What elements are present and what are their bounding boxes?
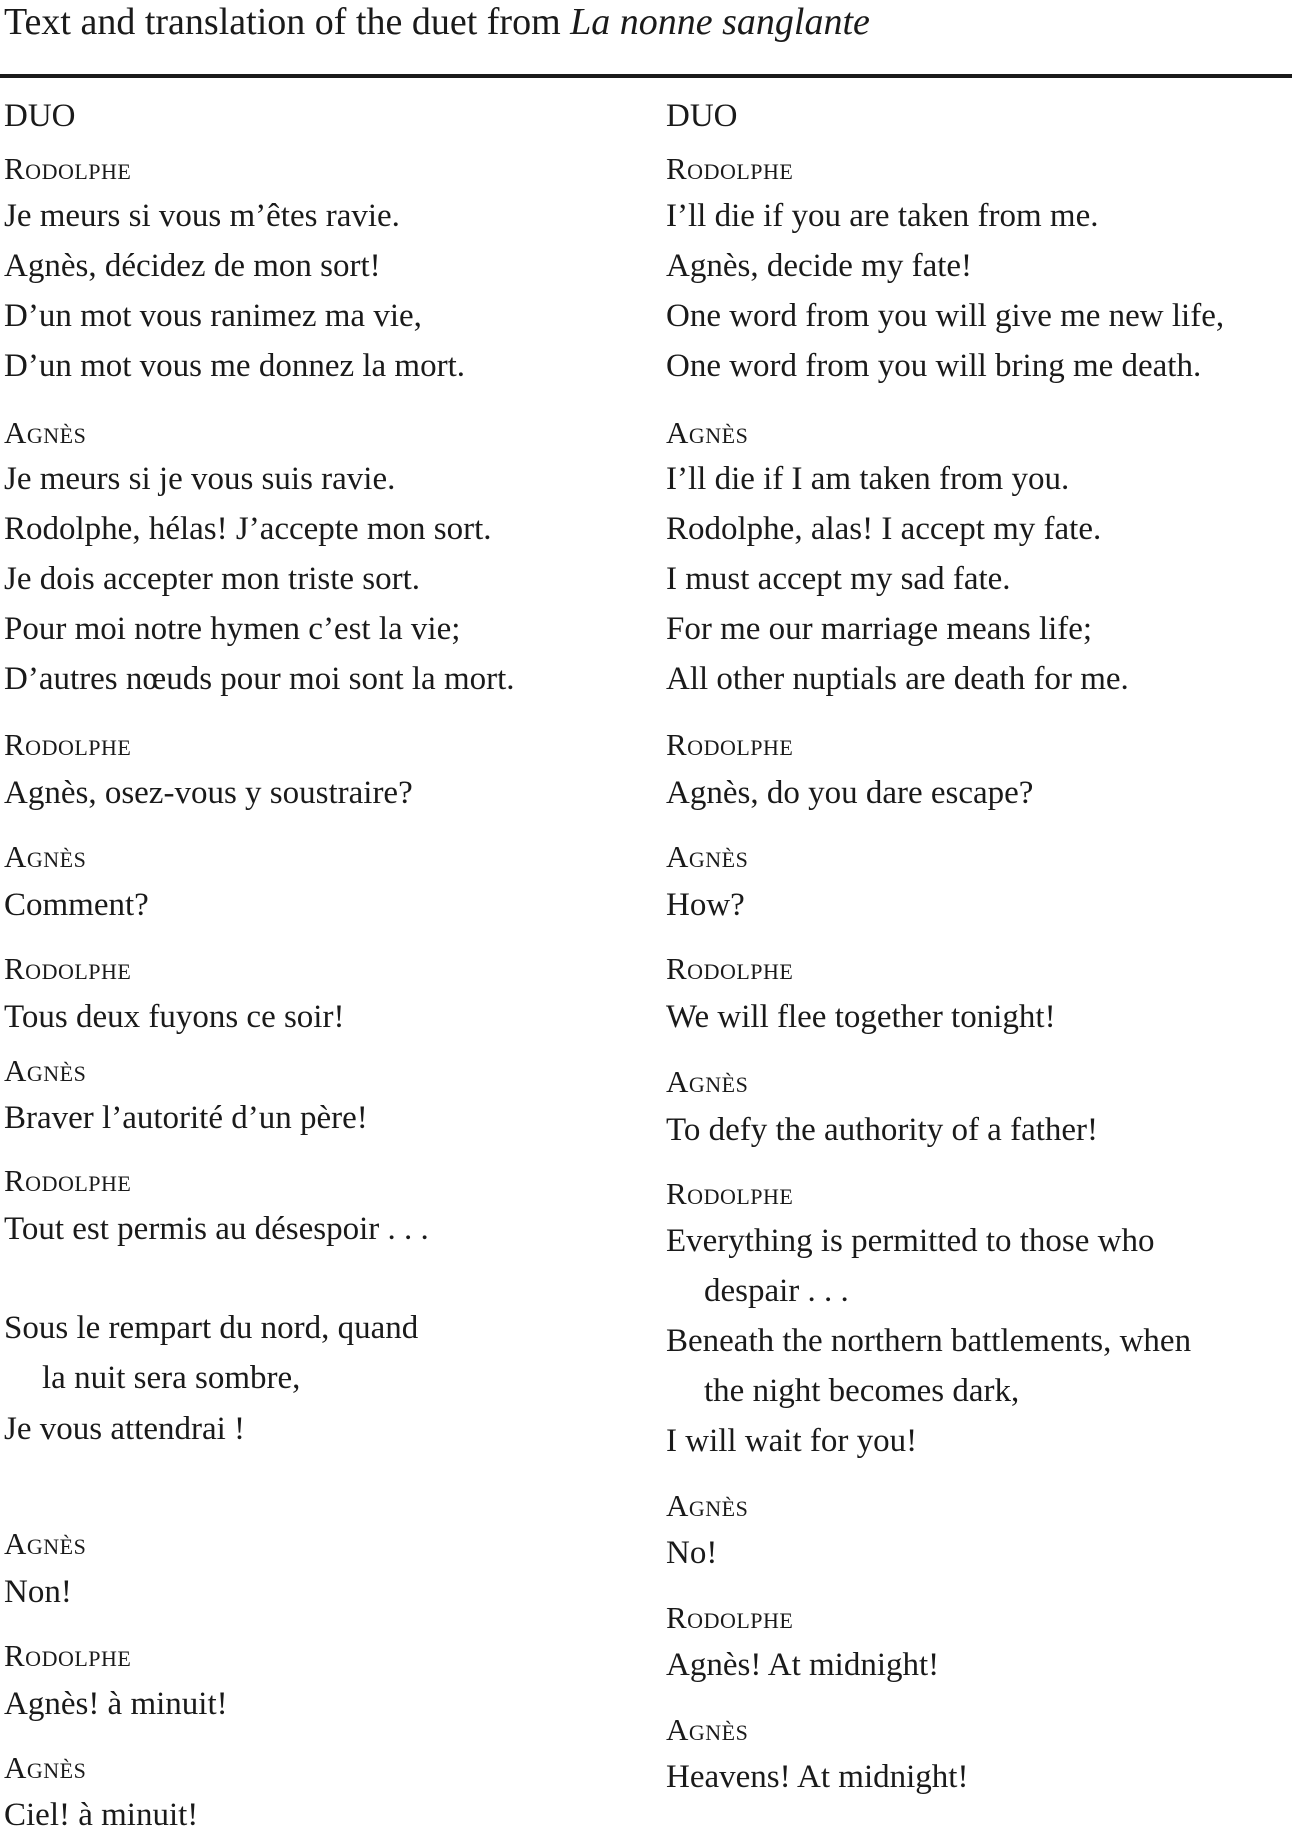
verse-line: Agnès, osez-vous y soustraire? bbox=[4, 775, 413, 811]
speaker-name: Rodolphe bbox=[4, 151, 132, 186]
speaker-name: Rodolphe bbox=[4, 1163, 132, 1198]
speaker-name: Agnès bbox=[666, 415, 749, 450]
verse-line: Je meurs si je vous suis ravie. bbox=[4, 461, 396, 497]
speaker-name: Rodolphe bbox=[666, 1600, 794, 1635]
verse-line: One word from you will bring me death. bbox=[666, 348, 1202, 384]
verse-line: Beneath the northern battlements, when bbox=[666, 1323, 1192, 1359]
verse-line: Je dois accepter mon triste sort. bbox=[4, 561, 421, 597]
speaker-name: Agnès bbox=[4, 839, 87, 874]
speaker-name: Agnès bbox=[666, 1488, 749, 1523]
verse-line: I will wait for you! bbox=[666, 1423, 918, 1459]
speaker-name: Rodolphe bbox=[666, 151, 794, 186]
verse-line: Heavens! At midnight! bbox=[666, 1759, 969, 1795]
verse-line: Agnès, decide my fate! bbox=[666, 248, 973, 284]
verse-line: I must accept my sad fate. bbox=[666, 561, 1011, 597]
speaker-name: Agnès bbox=[4, 1526, 87, 1561]
verse-line: I’ll die if you are taken from me. bbox=[666, 198, 1099, 234]
speaker-name: Agnès bbox=[666, 1064, 749, 1099]
title-prefix: Text and translation of the duet from bbox=[4, 1, 571, 43]
page-title bbox=[4, 0, 870, 44]
verse-line: Ciel! à minuit! bbox=[4, 1797, 199, 1833]
verse-line: the night becomes dark, bbox=[704, 1373, 1020, 1409]
speaker-name: Agnès bbox=[4, 415, 87, 450]
speaker-name: Rodolphe bbox=[666, 1176, 794, 1211]
verse-line: Comment? bbox=[4, 887, 149, 923]
verse-line: D’autres nœuds pour moi sont la mort. bbox=[4, 661, 515, 697]
verse-line: No! bbox=[666, 1535, 718, 1571]
verse-line: Pour moi notre hymen c’est la vie; bbox=[4, 611, 461, 647]
verse-line: Je vous attendrai ! bbox=[4, 1411, 246, 1447]
title-work: La nonne sanglante bbox=[570, 1, 870, 43]
english-heading: DUO bbox=[666, 98, 738, 134]
verse-line: Non! bbox=[4, 1574, 72, 1610]
verse-line: Sous le rempart du nord, quand bbox=[4, 1310, 419, 1346]
verse-line: despair . . . bbox=[704, 1273, 849, 1309]
speaker-name: Rodolphe bbox=[4, 951, 132, 986]
verse-line: To defy the authority of a father! bbox=[666, 1112, 1099, 1148]
speaker-name: Rodolphe bbox=[4, 727, 132, 762]
verse-line: Agnès! At midnight! bbox=[666, 1647, 940, 1683]
verse-line: Tout est permis au désespoir . . . bbox=[4, 1211, 429, 1247]
verse-line: Everything is permitted to those who bbox=[666, 1223, 1155, 1259]
verse-line: Tous deux fuyons ce soir! bbox=[4, 999, 345, 1035]
verse-line: Agnès, décidez de mon sort! bbox=[4, 248, 381, 284]
french-heading: DUO bbox=[4, 98, 76, 134]
verse-line: Rodolphe, hélas! J’accepte mon sort. bbox=[4, 511, 492, 547]
verse-line: la nuit sera sombre, bbox=[42, 1360, 301, 1396]
speaker-name: Agnès bbox=[4, 1053, 87, 1088]
verse-line: One word from you will give me new life, bbox=[666, 298, 1225, 334]
speaker-name: Rodolphe bbox=[4, 1638, 132, 1673]
speaker-name: Rodolphe bbox=[666, 727, 794, 762]
title-rule bbox=[0, 74, 1292, 78]
speaker-name: Agnès bbox=[666, 839, 749, 874]
speaker-name: Agnès bbox=[4, 1750, 87, 1785]
verse-line: I’ll die if I am taken from you. bbox=[666, 461, 1070, 497]
verse-line: All other nuptials are death for me. bbox=[666, 661, 1129, 697]
verse-line: Agnès, do you dare escape? bbox=[666, 775, 1034, 811]
verse-line: D’un mot vous me donnez la mort. bbox=[4, 348, 466, 384]
verse-line: We will flee together tonight! bbox=[666, 999, 1056, 1035]
verse-line: For me our marriage means life; bbox=[666, 611, 1093, 647]
verse-line: Agnès! à minuit! bbox=[4, 1686, 228, 1722]
speaker-name: Rodolphe bbox=[666, 951, 794, 986]
verse-line: Braver l’autorité d’un père! bbox=[4, 1100, 368, 1136]
speaker-name: Agnès bbox=[666, 1712, 749, 1747]
verse-line: Rodolphe, alas! I accept my fate. bbox=[666, 511, 1102, 547]
verse-line: D’un mot vous ranimez ma vie, bbox=[4, 298, 422, 334]
verse-line: How? bbox=[666, 887, 745, 923]
verse-line: Je meurs si vous m’êtes ravie. bbox=[4, 198, 400, 234]
